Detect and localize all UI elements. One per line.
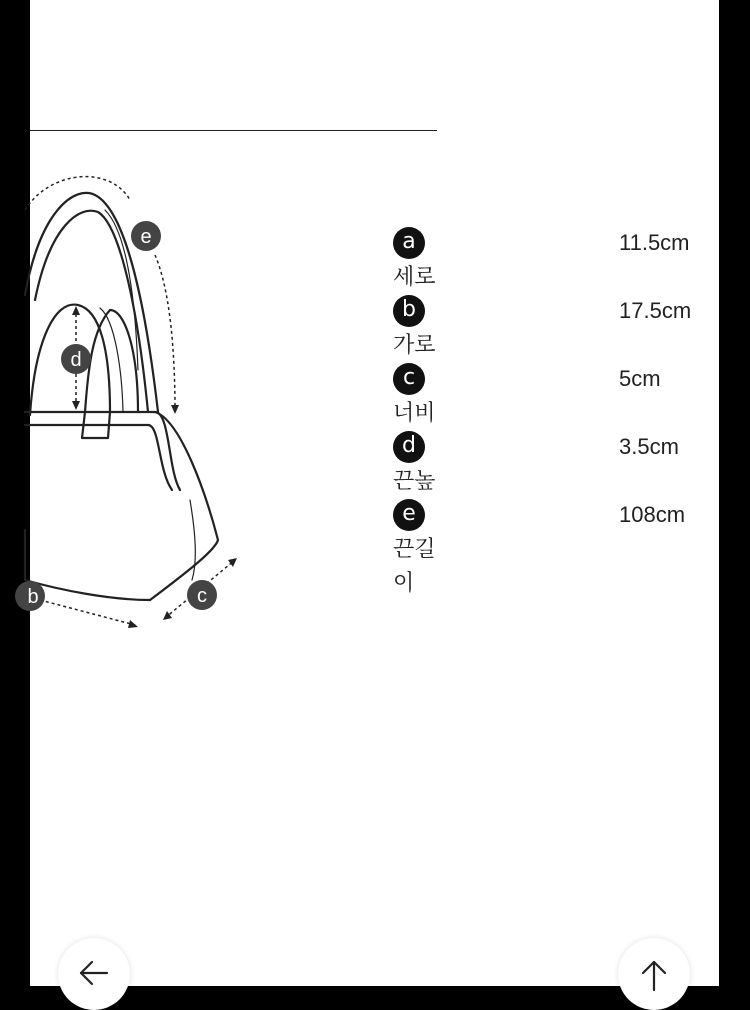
- spec-label: 너비: [393, 401, 436, 426]
- spec-badge: d: [393, 431, 425, 463]
- arrow-up-icon: [639, 958, 669, 992]
- marker-e: [131, 221, 161, 251]
- spec-value: 108cm: [619, 502, 686, 527]
- scroll-top-button[interactable]: [618, 938, 690, 1010]
- svg-text:e: e: [140, 226, 152, 248]
- spec-value: 5cm: [619, 366, 661, 391]
- spec-label: 끈높: [393, 469, 436, 494]
- spec-label: 세로: [393, 265, 436, 290]
- product-detail-page: [27, 0, 719, 986]
- section-divider: [30, 130, 437, 131]
- spec-value: 3.5cm: [619, 434, 679, 459]
- spec-label: 가로: [393, 333, 436, 358]
- spec-badge: e: [393, 499, 425, 531]
- spec-label: 끈길이: [393, 537, 436, 596]
- arrow-left-icon: [77, 958, 111, 988]
- svg-text:c: c: [197, 585, 207, 607]
- spec-value: 17.5cm: [619, 298, 692, 323]
- bag-size-diagram: [27, 150, 270, 650]
- marker-b: [15, 581, 45, 611]
- spec-badge: b: [393, 295, 425, 327]
- marker-c: [187, 580, 217, 610]
- marker-d: [61, 344, 91, 374]
- back-button[interactable]: [58, 938, 130, 1010]
- svg-text:b: b: [27, 586, 39, 608]
- svg-text:d: d: [70, 349, 82, 371]
- spec-badge: c: [393, 363, 425, 395]
- spec-value: 11.5cm: [619, 230, 690, 255]
- spec-badge: a: [393, 227, 425, 259]
